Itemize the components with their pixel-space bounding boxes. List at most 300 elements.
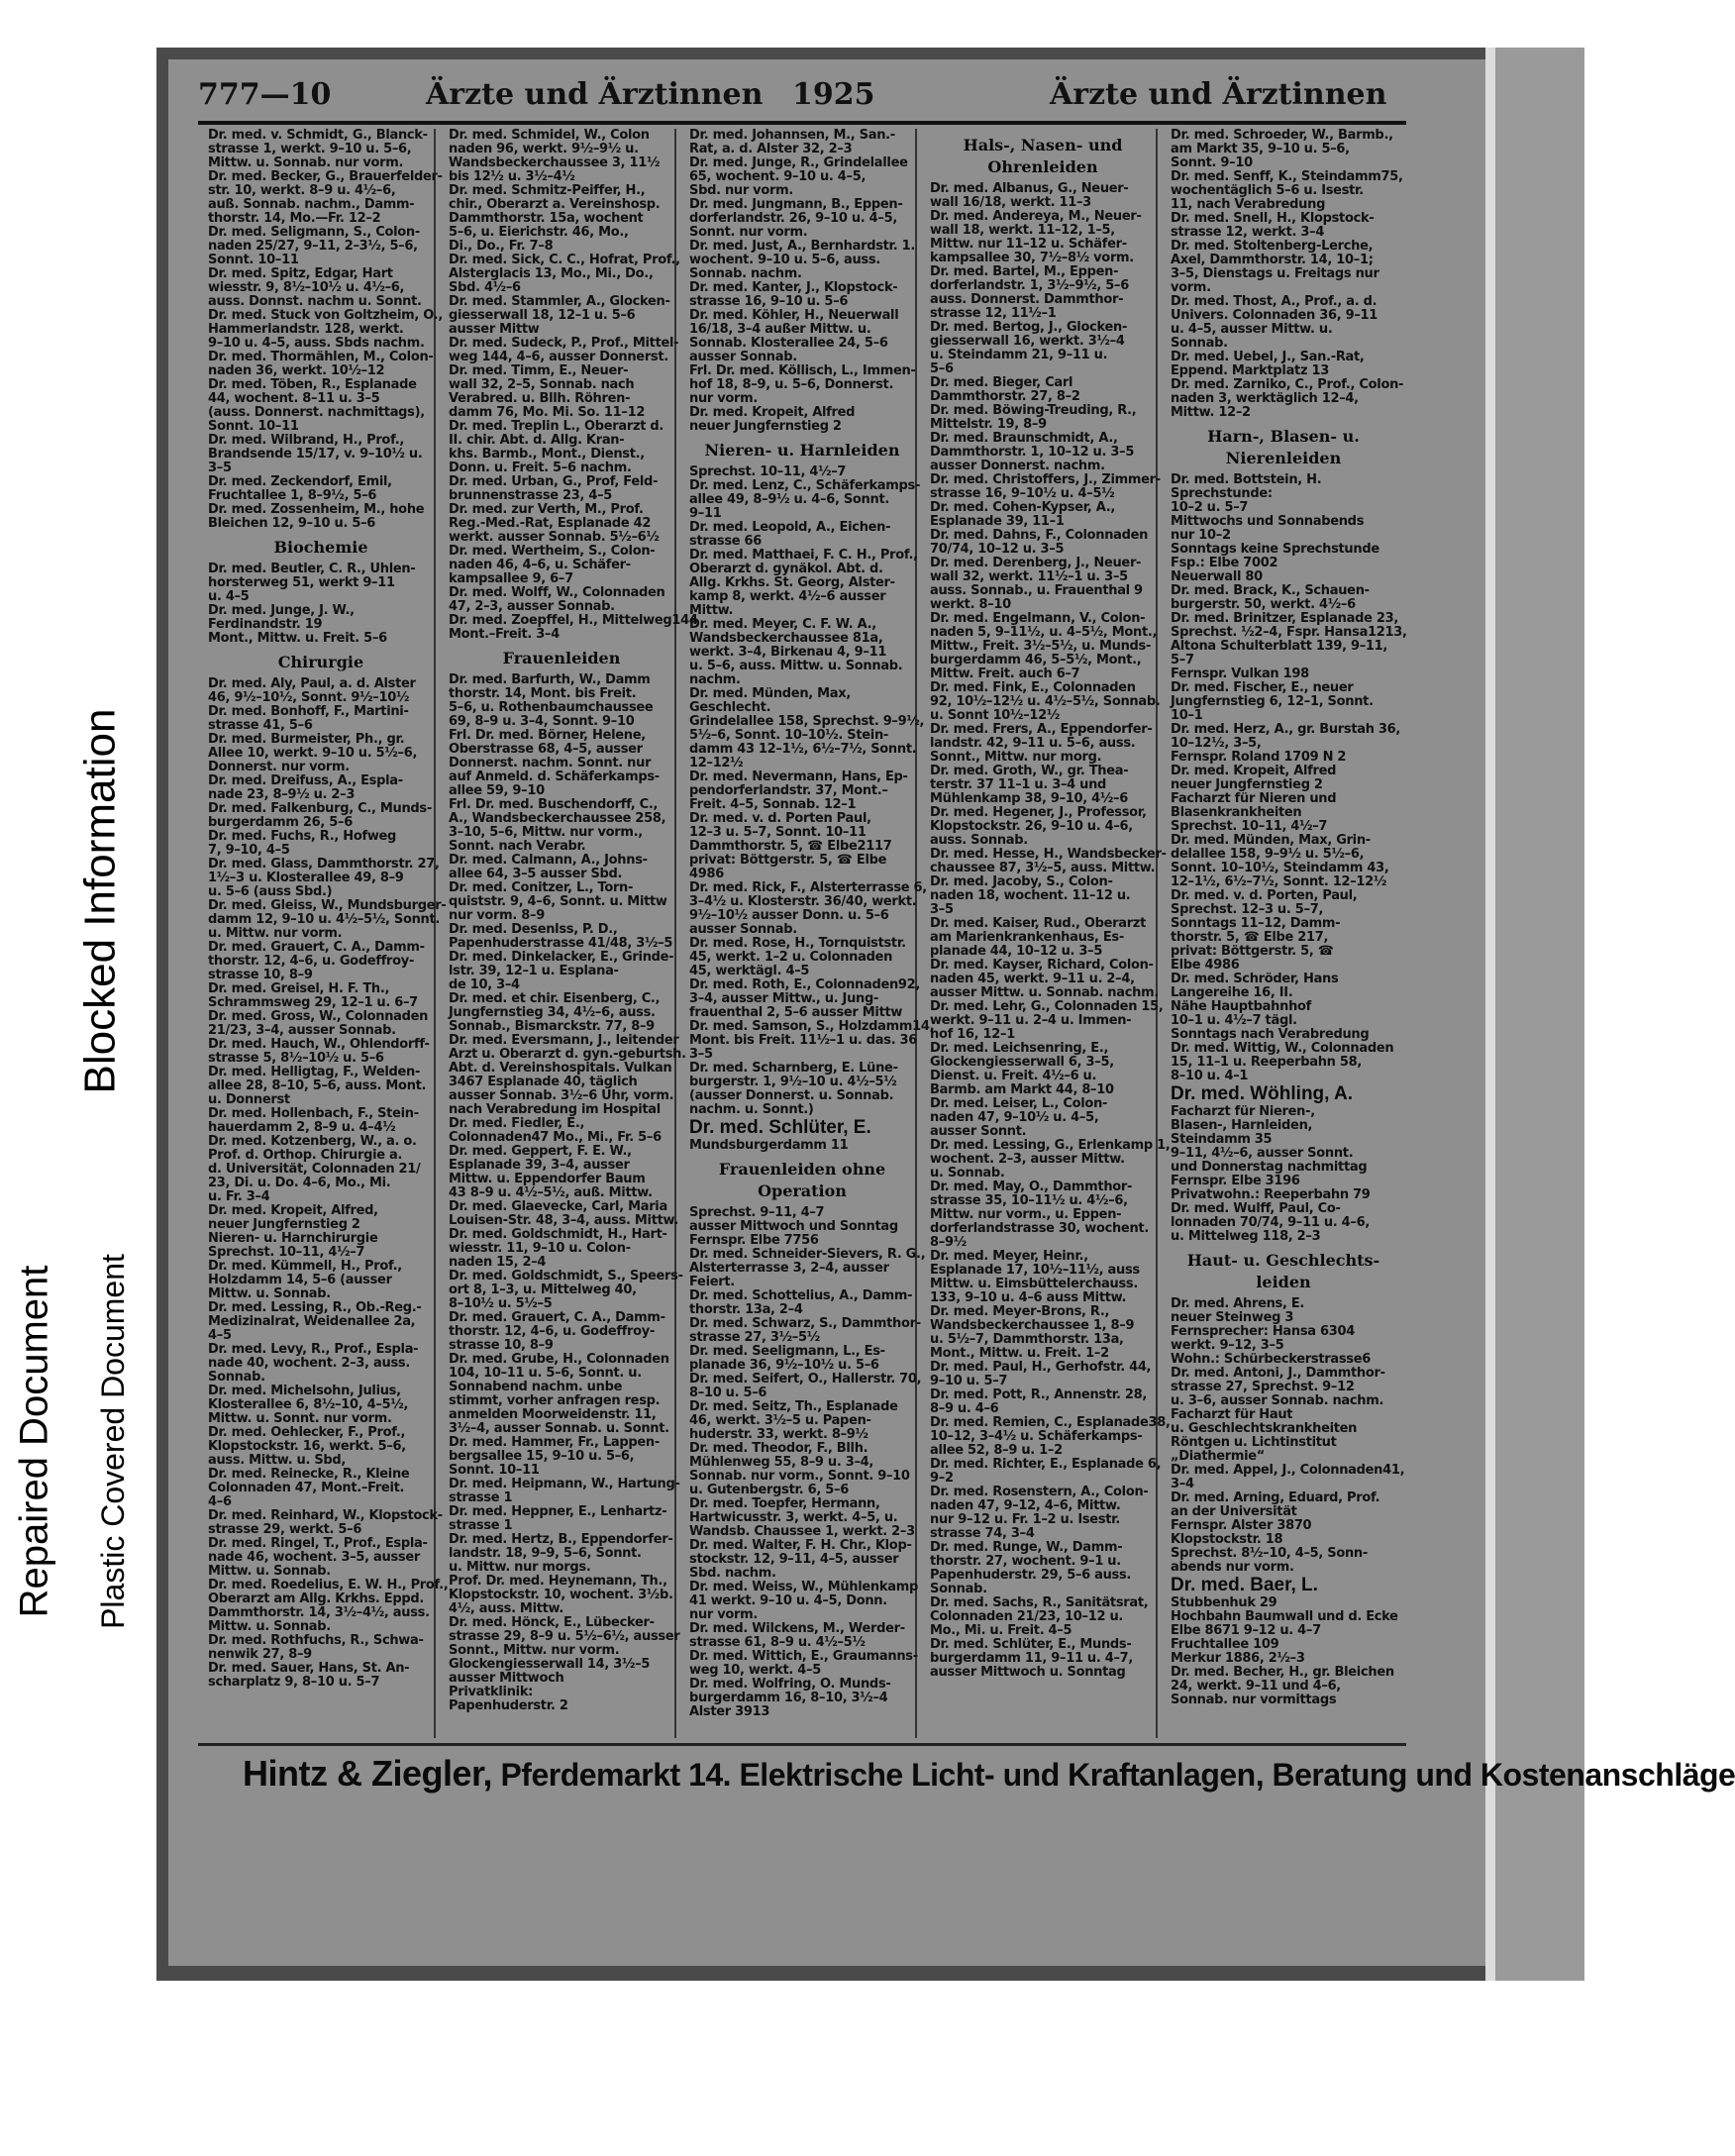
entry-line: Dr. med. Bartel, M., Eppen- — [930, 264, 1119, 279]
entry-line: nur vorm. — [689, 391, 759, 406]
advert-name: Dr. med. Baer, L. — [1171, 1575, 1318, 1595]
entry-line: Alsterterrasse 3, 2–4, ausser — [689, 1261, 889, 1276]
section-heading: Nieren- u. Harnleiden — [704, 441, 900, 460]
entry-line: Dr. med. Hollenbach, F., Stein- — [208, 1106, 419, 1121]
entry-line: Hartwicusstr. 3, werkt. 4–5, u. — [689, 1510, 898, 1525]
entry-line: naden 5, 9–11½, u. 4–5½, Mont., — [930, 625, 1158, 640]
entry-line: auß. Sonnab. nachm., Damm- — [208, 197, 415, 212]
entry-line: nade 46, wochent. 3–5, ausser — [208, 1550, 420, 1565]
entry-line: Dr. med. Junge, J. W., — [208, 603, 355, 618]
entry-line: Mittw. u. Eppendorfer Baum — [449, 1172, 646, 1186]
entry-line: Dr. med. Kaiser, Rud., Oberarzt — [930, 916, 1146, 931]
entry-line: strasse 16, 9–10 u. 5–6 — [689, 294, 849, 309]
entry-line: naden 47, 9–10½ u. 4–5, — [930, 1110, 1099, 1125]
entry-line: Dr. med. Beutler, C. R., Uhlen- — [208, 562, 416, 576]
entry-line: 45, werktägl. 4–5 — [689, 964, 810, 978]
entry-line: burgerstr. 1, 9½–10 u. 4½–5½ — [689, 1075, 897, 1089]
entry-line: Dr. med. Dahns, F., Colonnaden — [930, 528, 1149, 543]
header-title-left: Ärzte und Ärztinnen — [426, 77, 764, 112]
entry-line: Dr. med. Antoni, J., Dammthor- — [1171, 1366, 1385, 1381]
header-title-right: Ärzte und Ärztinnen — [1050, 77, 1387, 112]
entry-line: Donnerst. nachm. Sonnt. nur — [449, 756, 652, 770]
entry-line: Dammthorstr. 1, 10–12 u. 3–5 — [930, 445, 1135, 460]
entry-line: Fernspr. Alster 3870 — [1171, 1518, 1312, 1533]
entry-line: Dr. med. Schröder, Hans — [1171, 972, 1339, 986]
entry-line: Dr. med. Walter, F. H. Chr., Klop- — [689, 1538, 912, 1553]
entry-line: Dr. med. Thormählen, M., Colon- — [208, 350, 434, 364]
entry-line: (auss. Donnerst. nachmittags), — [208, 405, 425, 420]
entry-line: Dr. med. Becher, H., gr. Bleichen — [1171, 1665, 1394, 1680]
entry-line: nachm. — [689, 672, 741, 687]
entry-line: Sonnab. — [208, 1370, 265, 1385]
entry-line: Dr. med. Meyer, Heinr., — [930, 1249, 1088, 1264]
entry-line: Sonnab. — [930, 1582, 987, 1596]
entry-line: Dr. med. Theodor, F., Bllh. — [689, 1441, 868, 1456]
entry-line: strasse 1 — [449, 1518, 513, 1533]
page-header — [198, 71, 1406, 125]
footer-firm: Hintz & Ziegler, — [243, 1753, 493, 1794]
entry-line: 10–12½, 3–5, — [1171, 736, 1262, 751]
entry-line: Abt. d. Vereinshospitals. Vulkan — [449, 1061, 672, 1076]
section-heading: Hals-, Nasen- und Ohrenleiden — [963, 136, 1123, 176]
entry-line: und Donnerstag nachmittag — [1171, 1160, 1368, 1175]
entry-line: strasse 10, 8–9 — [449, 1338, 554, 1353]
entry-line: Dr. med. Nevermann, Hans, Ep- — [689, 770, 908, 784]
entry-line: 9–10 u. 4–5, auss. Sbds nachm. — [208, 336, 425, 351]
entry-line: Dienst. u. Freit. 4½–6 u. — [930, 1069, 1097, 1083]
entry-line: Dr. med. Hönck, E., Lübecker- — [449, 1615, 655, 1630]
entry-line: Dr. med. Sachs, R., Sanitätsrat, — [930, 1595, 1149, 1610]
entry-line: giesserwall 16, werkt. 3½–4 — [930, 334, 1125, 349]
entry-line: thorstr. 13a, 2–4 — [689, 1302, 803, 1317]
entry-line: wall 16/18, werkt. 11–3 — [930, 195, 1091, 210]
entry-line: Dr. med. Bonhoff, F., Martini- — [208, 704, 409, 719]
entry-line: strasse 35, 10–11½ u. 4½–6, — [930, 1193, 1128, 1208]
entry-line: Mühlenweg 55, 8–9 u. 3–4, — [689, 1455, 874, 1470]
entry-line: Dr. med. Junge, R., Grindelallee — [689, 155, 908, 170]
entry-line: Mittw. Freit. auch 6–7 — [930, 667, 1080, 681]
entry-line: 5–6, u. Rothenbaumchaussee — [449, 700, 654, 715]
entry-line: Dr. med. Stammler, A., Glocken- — [449, 294, 670, 309]
entry-line: Dr. med. Fink, E., Colonnaden — [930, 680, 1136, 695]
entry-line: Facharzt für Haut — [1171, 1407, 1293, 1422]
entry-line: Frl. Dr. med. Börner, Helene, — [449, 728, 646, 743]
entry-line: A., Wandsbeckerchaussee 258, — [449, 811, 666, 826]
entry-line: Dr. med. Uebel, J., San.-Rat, — [1171, 350, 1365, 364]
entry-line: naden 36, werkt. 10½–12 — [208, 363, 385, 378]
entry-line: Sprechst. 10–11, 4½–7 — [689, 464, 847, 479]
entry-line: u. 5–6 (auss Sbd.) — [208, 884, 333, 899]
entry-line: 8–10 u. 4–1 — [1171, 1069, 1249, 1083]
entry-line: strasse 29, werkt. 5–6 — [208, 1522, 362, 1537]
entry-line: Dr. med. Leichsenring, E., — [930, 1041, 1109, 1056]
entry-line: Dr. med. Bertog, J., Glocken- — [930, 320, 1128, 335]
entry-line: bis 12½ u. 3½–4½ — [449, 169, 575, 184]
entry-line: Jungfernstieg 34, 4½–6, auss. — [449, 1005, 656, 1020]
entry-line: Dr. med. Roth, E., Colonnaden92, — [689, 977, 921, 992]
entry-line: Donn. u. Freit. 5–6 nachm. — [449, 461, 632, 475]
entry-line: strasse 12, 11½–1 — [930, 306, 1057, 321]
entry-line: lstr. 39, 12–1 u. Esplana- — [449, 964, 619, 978]
entry-line: Fernspr. Roland 1709 N 2 — [1171, 750, 1347, 765]
entry-line: Mühlenkamp 38, 9–10, 4½–6 — [930, 791, 1128, 806]
entry-line: neuer Jungfernstieg 2 — [1171, 777, 1323, 792]
directory-columns — [208, 129, 1411, 1738]
entry-line: hof 18, 8–9, u. 5–6, Donnerst. — [689, 377, 894, 392]
entry-line: Dr. med. Schroeder, W., Barmb., — [1171, 128, 1393, 143]
entry-line: thorstr. 12, 4–6, u. Godeffroy- — [208, 954, 415, 969]
entry-line: nach Verabredung im Hospital — [449, 1102, 661, 1117]
entry-line: Mittwochs und Sonnabends — [1171, 514, 1365, 529]
entry-line: Frl. Dr. med. Köllisch, L., Immen- — [689, 363, 916, 378]
entry-line: Dr. med. Leiser, L., Colon- — [930, 1096, 1108, 1111]
entry-line: naden 3, werktäglich 12–4, — [1171, 391, 1359, 406]
entry-line: 5–7 — [1171, 653, 1194, 667]
entry-line: Dr. med. Rothfuchs, R., Schwa- — [208, 1633, 424, 1648]
entry-line: ort 8, 1–3, u. Mittelweg 40, — [449, 1283, 637, 1297]
entry-line: Dr. med. Aly, Paul, a. d. Alster — [208, 676, 416, 691]
entry-line: Freit. 4–5, Sonnab. 12–1 — [689, 797, 857, 812]
entry-line: 5–6, u. Eierichstr. 46, Mo., — [449, 225, 629, 240]
entry-line: Dr. med. Wolfring, O. Munds- — [689, 1677, 891, 1692]
entry-line: Dr. med. Wittig, W., Colonnaden — [1171, 1041, 1394, 1056]
entry-line: Dr. med. Matthaei, F. C. H., Prof., — [689, 548, 918, 563]
entry-line: Univers. Colonnaden 36, 9–11 — [1171, 308, 1378, 323]
entry-line: II. chir. Abt. d. Allg. Kran- — [449, 433, 625, 448]
entry-line: Dr. med. Lenz, C., Schäferkamps- — [689, 478, 921, 493]
entry-line: wochent. 2–3, ausser Mittw. — [930, 1152, 1125, 1167]
entry-line: 16/18, 3–4 außer Mittw. u. — [689, 322, 871, 337]
page-gutter — [1485, 48, 1495, 1981]
entry-line: Dr. med. Seeligmann, L., Es- — [689, 1344, 885, 1359]
entry-line: Dr. med. Münden, Max, — [689, 686, 851, 701]
entry-line: ausser Mittwoch — [449, 1671, 564, 1686]
entry-line: Dr. med. Lessing, G., Erlenkamp 1, — [930, 1138, 1171, 1153]
entry-line: Dr. med. Paul, H., Gerhofstr. 44, — [930, 1360, 1152, 1375]
entry-line: Sonnt., Mittw. nur vorm. — [449, 1643, 620, 1658]
entry-line: Dr. med. Burmeister, Ph., gr. — [208, 732, 405, 747]
entry-line: Dr. med. Just, A., Bernhardstr. 1. — [689, 239, 916, 254]
entry-line: ausser Sonnt. — [930, 1124, 1027, 1139]
entry-line: Dr. med. Seligmann, S., Colon- — [208, 225, 420, 240]
entry-line: Fernspr. Elbe 7756 — [689, 1233, 819, 1248]
entry-line: Colonnaden 47, Mont.–Freit. — [208, 1481, 405, 1495]
entry-line: Dr. med. Schneider-Sievers, R. G., — [689, 1247, 926, 1262]
advert-name: Dr. med. Wöhling, A. — [1171, 1083, 1354, 1104]
entry-line: Colonnaden 21/23, 10–12 u. — [930, 1609, 1124, 1624]
entry-line: wiesstr. 11, 9–10 u. Colon- — [449, 1241, 631, 1256]
entry-line: u. 5–6, auss. Mittw. u. Sonnab. — [689, 659, 903, 673]
entry-line: Dr. med. Seitz, Th., Esplanade — [689, 1399, 898, 1414]
entry-line: Sonnab. nur vormittags — [1171, 1693, 1337, 1707]
entry-line: Mittw. nur 11–12 u. Schäfer- — [930, 237, 1127, 252]
entry-line: hauerdamm 2, 8–9 u. 4–4½ — [208, 1120, 396, 1135]
entry-line: Dr. med. Greisel, H. F. Th., — [208, 981, 390, 996]
entry-line: Dr. med. Wittich, E., Graumanns- — [689, 1649, 918, 1664]
entry-line: Mo., Mi. u. Freit. 4–5 — [930, 1623, 1072, 1638]
entry-line: strasse 27, 3½–5½ — [689, 1330, 820, 1345]
column-1 — [208, 128, 449, 1738]
entry-line: Holzdamm 14, 5–6 (ausser — [208, 1273, 392, 1287]
entry-line: 9½–10½ ausser Donn. u. 5–6 — [689, 908, 889, 923]
entry-line: 12–12½ — [689, 756, 744, 770]
entry-line: 10–12, 3–4½ u. Schäferkamps- — [930, 1429, 1143, 1444]
entry-line: chaussee 87, 3½–5, auss. Mittw. — [930, 861, 1156, 875]
entry-line: weg 10, werkt. 4–5 — [689, 1663, 821, 1678]
entry-line: Dr. med. Pott, R., Annenstr. 28, — [930, 1387, 1147, 1402]
entry-line: Rat, a. d. Alster 32, 2–3 — [689, 142, 853, 156]
blocked-information-label — [61, 646, 139, 1157]
entry-line: Dr. med. Meyer-Brons, R., — [930, 1304, 1110, 1319]
entry-line: Sonnabend nachm. unbe — [449, 1380, 623, 1394]
entry-line: wall 18, werkt. 11–12, 1–5, — [930, 223, 1115, 238]
entry-line: Dr. med. Glaevecke, Carl, Maria — [449, 1199, 667, 1214]
entry-line: Blasen-, Harnleiden, — [1171, 1118, 1313, 1133]
entry-line: Dr. med. Falkenburg, C., Munds- — [208, 801, 432, 816]
entry-line: 46, werkt. 3½–5 u. Papen- — [689, 1413, 871, 1428]
entry-line: Dr. med. May, O., Dammthor- — [930, 1180, 1133, 1194]
entry-line: Dr. med. Runge, W., Damm- — [930, 1540, 1123, 1555]
entry-line: Dammthorstr. 14, 3½–4½, auss. — [208, 1605, 430, 1620]
entry-line: u. Fr. 3–4 — [208, 1189, 270, 1204]
entry-line: Sbd. 4½–6 — [449, 280, 521, 295]
entry-line: Klopstockstr. 18 — [1171, 1532, 1283, 1547]
entry-line: Dr. med. Fuchs, R., Hofweg — [208, 829, 397, 844]
entry-line: chir., Oberarzt a. Vereinshosp. — [449, 197, 661, 212]
entry-line: Dr. med. Roedelius, E. W. H., Prof., — [208, 1578, 449, 1592]
entry-line: Dr. med. Zarniko, C., Prof., Colon- — [1171, 377, 1404, 392]
adjacent-page-edge — [1485, 48, 1584, 1981]
entry-line: Dr. med. Derenberg, J., Neuer- — [930, 556, 1142, 570]
entry-line: Sonntags keine Sprechstunde — [1171, 542, 1379, 557]
entry-line: Dr. med. Richter, E., Esplanade 6, — [930, 1457, 1162, 1472]
entry-line: Dr. med. Köhler, H., Neuerwall — [689, 308, 899, 323]
entry-line: ausser Mittwoch u. Sonntag — [930, 1665, 1126, 1680]
entry-line: Dr. med. Fiedler, E., — [449, 1116, 585, 1131]
entry-line: Dr. med. Gleiss, W., Mundsburger- — [208, 898, 447, 913]
entry-line: Facharzt für Nieren-, — [1171, 1104, 1315, 1119]
entry-line: Dr. med. v. d. Porten Paul, — [689, 811, 871, 826]
entry-line: Sbd. nachm. — [689, 1566, 776, 1581]
entry-line: Dr. med. Desenlss, P. D., — [449, 922, 618, 937]
entry-line: 44, wochent. 8–11 u. 3–5 — [208, 391, 380, 406]
entry-line: Dr. med. Goldschmidt, H., Hart- — [449, 1227, 667, 1242]
entry-line: Sonnt. 9–10 — [1171, 155, 1253, 170]
entry-line: huderstr. 33, werkt. 8–9½ — [689, 1427, 868, 1442]
entry-line: u. 4–5, ausser Mittw. u. — [1171, 322, 1333, 337]
entry-line: Dr. med. Barfurth, W., Damm — [449, 672, 651, 687]
entry-line: ausser Donnerst. nachm. — [930, 459, 1105, 473]
entry-line: Dr. med. Schwarz, S., Dammthor- — [689, 1316, 921, 1331]
entry-line: u. Sonnt 10½–12½ — [930, 708, 1061, 723]
entry-line: nur vorm. 8–9 — [449, 908, 545, 923]
entry-line: strasse 61, 8–9 u. 4½–5½ — [689, 1635, 866, 1650]
entry-line: terstr. 37 11–1 u. 3–4 und — [930, 777, 1107, 792]
entry-line: Dr. med. Kanter, J., Klopstock- — [689, 280, 898, 295]
entry-line: stockstr. 12, 9–11, 4–5, ausser — [689, 1552, 899, 1567]
entry-line: 9–10 u. 5–7 — [930, 1374, 1008, 1388]
entry-line: Dr. med. Timm, E., Neuer- — [449, 363, 629, 378]
entry-line: Sonnt. 10–11 — [208, 419, 299, 434]
entry-line: Mont., Mittw. u. Freit. 5–6 — [208, 631, 387, 646]
entry-line: burgerdamm 11, 9–11 u. 4–7, — [930, 1651, 1134, 1666]
entry-line: 9–11 — [689, 506, 722, 521]
entry-line: thorstr. 27, wochent. 9–1 u. — [930, 1554, 1121, 1569]
entry-line: kampsallee 9, 6–7 — [449, 571, 573, 586]
entry-line: Dr. med. Groth, W., gr. Thea- — [930, 764, 1129, 778]
entry-line: Frl. Dr. med. Buschendorff, C., — [449, 797, 659, 812]
entry-line: frauenthal 2, 5–6 ausser Mittw — [689, 1005, 903, 1020]
entry-line: naden 45, werkt. 9–11 u. 2–4, — [930, 972, 1135, 986]
entry-line: Dr. med. Arning, Eduard, Prof. — [1171, 1490, 1380, 1505]
entry-line: thorstr. 12, 4–6, u. Godeffroy- — [449, 1324, 656, 1339]
entry-line: 5–6 — [930, 361, 954, 376]
entry-line: thorstr. 14, Mo.—Fr. 12–2 — [208, 211, 381, 226]
entry-line: Dammthorstr. 27, 8–2 — [930, 389, 1080, 404]
blocked-information-text: Blocked Information — [75, 708, 124, 1094]
entry-line: Mittw. u. Eimsbüttelerchauss. — [930, 1277, 1138, 1291]
entry-line: Klopstockstr. 16, werkt. 5–6, — [208, 1439, 406, 1454]
entry-line: 3–4, ausser Mittw., u. Jung- — [689, 991, 879, 1006]
entry-line: Eppend. Marktplatz 13 — [1171, 363, 1329, 378]
entry-line: 3–4½ u. Klosterstr. 36/40, werkt. — [689, 894, 917, 909]
entry-line: Sbd. nur vorm. — [689, 183, 793, 198]
column-4 — [930, 129, 1171, 1738]
entry-line: Papenhuderstr. 2 — [449, 1698, 568, 1713]
entry-line: Dr. med. Bottstein, H. — [1171, 472, 1322, 487]
entry-line: Donnerst. nur vorm. — [208, 760, 350, 774]
entry-line: auss. Sonnab., u. Frauenthal 9 — [930, 583, 1143, 598]
adjacent-page — [1495, 48, 1584, 1981]
entry-line: 3–4 — [1171, 1477, 1194, 1491]
entry-line: u. Mittw. nur vorm. — [208, 926, 343, 941]
entry-line: Dr. med. Zoepffel, H., Mittelweg144 — [449, 613, 698, 628]
entry-line: Barmb. am Markt 44, 8–10 — [930, 1082, 1114, 1097]
entry-line: u. 5½–7, Dammthorstr. 13a, — [930, 1332, 1124, 1347]
entry-line: planade 44, 10–12 u. 3–5 — [930, 944, 1103, 959]
entry-line: wall 32, werkt. 11½–1 u. 3–5 — [930, 569, 1128, 584]
entry-line: 3½–4, ausser Sonnab. u. Sonnt. — [449, 1421, 669, 1436]
entry-line: Dammthorstr. 5, ☎ Elbe2117 — [689, 839, 892, 854]
column-3 — [689, 128, 935, 1738]
section-heading: Haut- u. Geschlechts-leiden — [1186, 1251, 1380, 1291]
entry-line: Dr. med. Dreifuss, A., Espla- — [208, 773, 403, 788]
entry-line: Dr. med. Brack, K., Schauen- — [1171, 583, 1370, 598]
entry-line: 21/23, 3–4, ausser Sonnab. — [208, 1023, 396, 1038]
entry-line: 3–10, 5–6, Mittw. nur vorm., — [449, 825, 643, 840]
entry-line: Dr. med. Wolff, W., Colonnaden — [449, 585, 665, 600]
entry-line: Dr. med. Zeckendorf, Emil, — [208, 474, 392, 489]
entry-line: damm 12, 9–10 u. 4½–5½, Sonnt. — [208, 912, 441, 927]
entry-line: Sonnt. 10–11 — [449, 1463, 540, 1478]
entry-line: 43 8–9 u. 4½–5½, auß. Mittw. — [449, 1185, 653, 1200]
entry-line: Wohn.: Schürbeckerstrasse6 — [1171, 1352, 1371, 1367]
entry-line: 10–1 — [1171, 708, 1203, 723]
entry-line: Dr. med. Sauer, Hans, St. An- — [208, 1661, 410, 1676]
entry-line: Mittw. u. Sonnt. nur vorm. — [208, 1411, 392, 1426]
entry-line: privat: Böttgerstr. 5, ☎ Elbe — [689, 853, 887, 868]
entry-line: naden 96, werkt. 9½–9½ u. — [449, 142, 639, 156]
repaired-document-text: Repaired Document — [12, 1265, 56, 1617]
entry-line: werkt. 9–12, 3–5 — [1171, 1338, 1284, 1353]
entry-line: Fernspr. Elbe 3196 — [1171, 1174, 1300, 1188]
advert-name: Dr. med. Schlüter, E. — [689, 1117, 871, 1138]
entry-line: nenwik 27, 8–9 — [208, 1647, 312, 1662]
entry-line: allee 49, 8–9½ u. 4–6, Sonnt. — [689, 492, 890, 507]
entry-line: Verabred. u. Bllh. Röhren- — [449, 391, 631, 406]
entry-line: Dr. med. Böwing-Treuding, R., — [930, 403, 1137, 418]
entry-line: Dr. med. Treplin L., Oberarzt d. — [449, 419, 664, 434]
entry-line: Dr. med. Schlüter, E., Munds- — [930, 1637, 1132, 1652]
entry-line: Dr. med. Sick, C. C., Hofrat, Prof., — [449, 253, 680, 267]
section-heading: Biochemie — [273, 538, 368, 557]
entry-line: Nähe Hauptbahnhof — [1171, 999, 1312, 1014]
entry-line: 10–2 u. 5–7 — [1171, 500, 1249, 515]
entry-line: Dr. med. Calmann, A., Johns- — [449, 853, 648, 868]
entry-line: Sprechst. 9–11, 4–7 — [689, 1205, 825, 1220]
entry-line: Dr. med. Michelsohn, Julius, — [208, 1384, 401, 1398]
entry-line: Mittw. u. Sonnab. — [208, 1286, 331, 1301]
entry-line: 4986 — [689, 867, 724, 881]
entry-line: Colonnaden47 Mo., Mi., Fr. 5–6 — [449, 1130, 662, 1145]
entry-line: strasse 1, werkt. 9–10 u. 5–6, — [208, 142, 412, 156]
entry-line: nur 9–12 u. Fr. 1–2 u. Isestr. — [930, 1512, 1121, 1527]
entry-line: Mittw. u. Sonnab. — [208, 1619, 331, 1634]
entry-line: Dammthorstr. 15a, wochent — [449, 211, 644, 226]
entry-line: 5½–6, Sonnt. 10–10½. Stein- — [689, 728, 888, 743]
plastic-covered-text: Plastic Covered Document — [94, 1253, 131, 1629]
entry-line: 3–5, Dienstags u. Freitags nur — [1171, 266, 1379, 281]
entry-line: Sonnt., Mittw. nur morg. — [930, 750, 1102, 765]
entry-line: Dr. med. Meyer, C. F. W. A., — [689, 617, 876, 632]
entry-line: Dr. med. Becker, G., Brauerfelder- — [208, 169, 443, 184]
entry-line: Oberarzt am Allg. Krkhs. Eppd. — [208, 1591, 424, 1606]
entry-line: naden 25/27, 9–11, 2–3½, 5–6, — [208, 239, 418, 254]
entry-line: Dr. med. Thost, A., Prof., a. d. — [1171, 294, 1378, 309]
entry-line: 4–5 — [208, 1328, 232, 1343]
entry-line: Dr. med. Hesse, H., Wandsbecker- — [930, 847, 1167, 862]
column-2 — [449, 128, 698, 1738]
entry-line: Mittw. u. Sonnab. — [208, 1564, 331, 1579]
entry-line: Allg. Krkhs. St. Georg, Alster- — [689, 575, 895, 590]
entry-line: Sonnab. Klosterallee 24, 5–6 — [689, 336, 888, 351]
entry-line: stimmt, vorher anfragen resp. — [449, 1393, 661, 1408]
entry-line: 10–1 u. 4½–7 tägl. — [1171, 1013, 1297, 1028]
entry-line: 12–1½, 6½–7½, Sonnt. 12–12½ — [1171, 874, 1387, 889]
entry-line: landstr. 18, 9–9, 5–6, Sonnt. — [449, 1546, 642, 1561]
entry-line: strasse 1 — [449, 1490, 513, 1505]
entry-line: Dr. med. Lessing, R., Ob.-Reg.- — [208, 1300, 422, 1315]
entry-line: d. Universität, Colonnaden 21/ — [208, 1162, 421, 1177]
entry-line: Dr. med. Samson, S., Holzdamm14, — [689, 1019, 935, 1034]
entry-line: Klopstockstr. 10, wochent. 3½b. — [449, 1588, 673, 1602]
entry-line: Mittelstr. 19, 8–9 — [930, 417, 1047, 432]
entry-line: 45, werkt. 1–2 u. Colonnaden — [689, 950, 893, 965]
entry-line: Dr. med. Brinitzer, Esplanade 23, — [1171, 611, 1398, 626]
entry-line: u. Steindamm 21, 9–11 u. — [930, 348, 1108, 362]
entry-line: u. Donnerst — [208, 1092, 290, 1107]
entry-line: privat: Böttgerstr. 5, ☎ — [1171, 944, 1334, 959]
entry-line: Dr. med. Weiss, W., Mühlenkamp — [689, 1580, 918, 1594]
entry-line: werkt. 9–11 u. 2–4 u. Immen- — [930, 1013, 1132, 1028]
entry-line: am Markt 35, 9–10 u. 5–6, — [1171, 142, 1350, 156]
entry-line: allee 59, 9–10 — [449, 783, 545, 798]
entry-line: Sonntags 11–12, Damm- — [1171, 916, 1341, 931]
entry-line: Mont. bis Freit. 11½–1 u. das. 36 — [689, 1033, 918, 1048]
entry-line: Dr. med. Rosenstern, A., Colon- — [930, 1485, 1149, 1499]
entry-line: Fernspr. Vulkan 198 — [1171, 667, 1309, 681]
entry-line: 8–9½ — [930, 1235, 967, 1250]
